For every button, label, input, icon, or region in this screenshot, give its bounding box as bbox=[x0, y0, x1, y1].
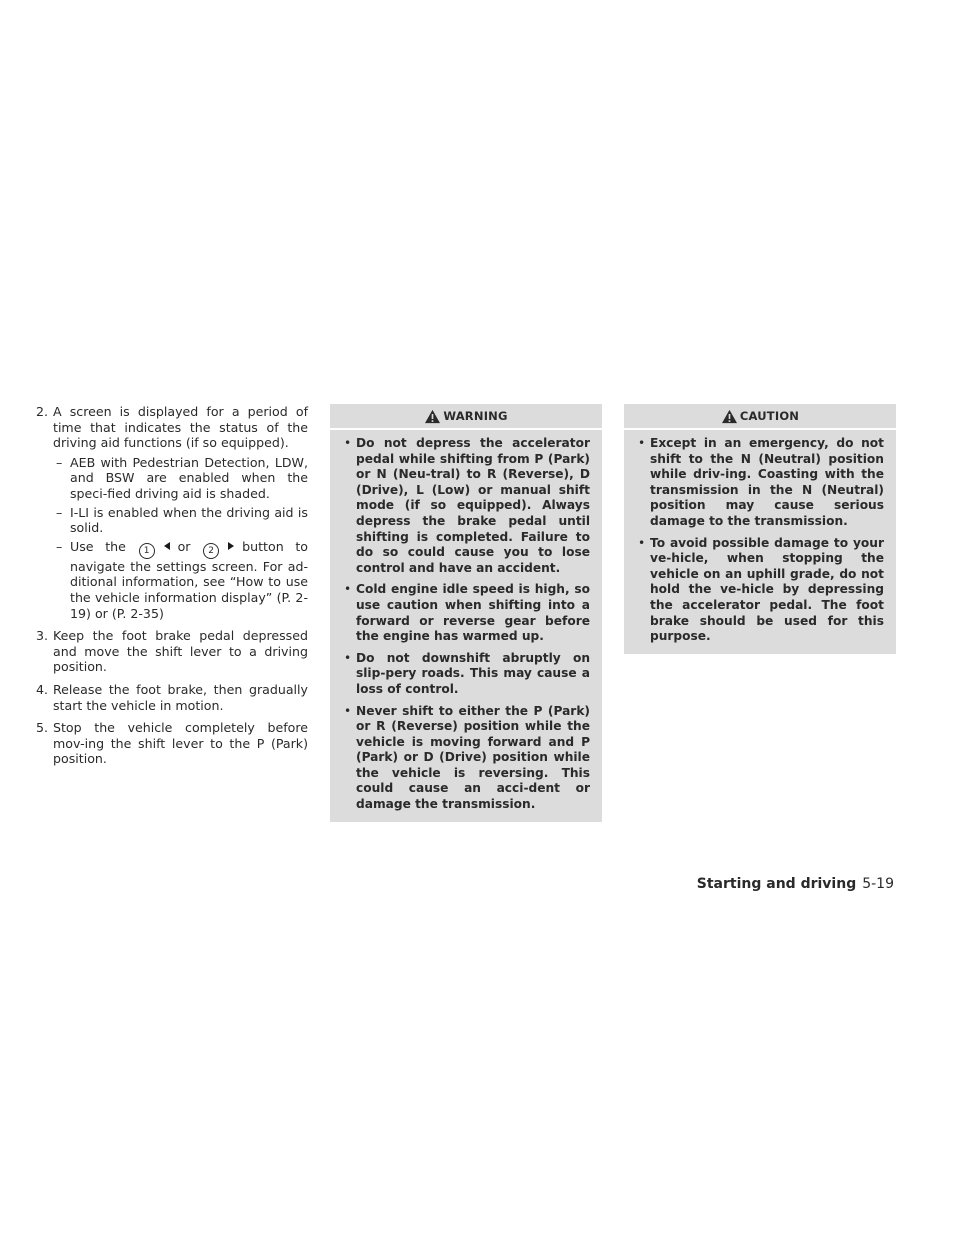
left-arrow-icon bbox=[164, 542, 170, 550]
bullet-text: To avoid possible damage to your ve-hicle, when stopping the vehicle on an uphill grade, do not hold the ve-hicle by depressing the accelerator pedal. The foot brake should be used for this purpose. bbox=[650, 535, 884, 644]
caution-title: CAUTION bbox=[739, 409, 800, 423]
step-number: 3. bbox=[36, 628, 49, 644]
step-text: Stop the vehicle completely before mov-ing the shift lever to the P (Park) position. bbox=[53, 720, 308, 767]
subitem-rest: button to navigate the settings screen. For ad-ditional information, see “How to use the vehicle information display” (P. 2-19) or (P. 2-35) bbox=[70, 538, 308, 621]
subitem-text: AEB with Pedestrian Detection, LDW, and BSW are enabled when the speci-fied driving aid is shaded. bbox=[70, 454, 308, 501]
button-1-circle-icon: 1 bbox=[139, 543, 155, 559]
dash: – bbox=[56, 454, 63, 470]
procedure-steps bbox=[36, 404, 308, 774]
step-number: 2. bbox=[36, 404, 49, 419]
subitem-aeb bbox=[53, 455, 308, 502]
warning-header bbox=[330, 404, 602, 430]
bullet-dot: • bbox=[638, 535, 646, 550]
step-5 bbox=[36, 720, 308, 767]
bullet-text: Cold engine idle speed is high, so use caution when shifting into a forward or reverse gear before the engine has warmed up. bbox=[356, 582, 590, 644]
bullet-dot: • bbox=[344, 703, 352, 718]
caution-bullet bbox=[636, 536, 884, 645]
warning-box bbox=[330, 404, 602, 822]
page-number: 5-19 bbox=[862, 876, 894, 892]
step-text: Keep the foot brake pedal depressed and move the shift lever to a driving position. bbox=[53, 628, 308, 675]
warning-title: WARNING bbox=[443, 409, 508, 423]
page-footer bbox=[697, 876, 894, 892]
caution-body bbox=[624, 430, 896, 654]
bullet-text: Do not depress the accelerator pedal while shifting from P (Park) or N (Neu-tral) to R (Reverse), D (Drive), L (Low) or manual shift mode (if so equipped). Always depress the brake pedal until shifting is completed. Failure to do so could cause you to lose control and have an accident. bbox=[356, 436, 590, 575]
bullet-text: Except in an emergency, do not shift to the N (Neutral) position while driv-ing. Coasting with the transmission in the N (Neutral) position may cause serious damage to the transmission. bbox=[650, 436, 884, 528]
step-number: 5. bbox=[36, 720, 49, 736]
dash: – bbox=[56, 504, 63, 520]
warning-column bbox=[330, 404, 602, 822]
step-2 bbox=[36, 404, 308, 621]
caution-column bbox=[624, 404, 896, 654]
warning-body bbox=[330, 430, 602, 822]
section-title: Starting and driving bbox=[696, 876, 857, 892]
warning-bullet bbox=[342, 651, 590, 698]
warning-bullet bbox=[342, 436, 590, 576]
dash: – bbox=[56, 538, 63, 554]
bullet-dot: • bbox=[344, 650, 352, 665]
bullet-text: Do not downshift abruptly on slip-pery roads. This may cause a loss of control. bbox=[356, 650, 590, 696]
caution-box bbox=[624, 404, 896, 654]
step-3 bbox=[36, 628, 308, 675]
subitem-use-the: Use the bbox=[70, 538, 126, 554]
bullet-text: Never shift to either the P (Park) or R (Reverse) position while the vehicle is moving forward and P (Park) or D (Drive) position while the vehicle is reversing. This could cause an acci-dent or damage the transmission. bbox=[356, 703, 590, 812]
subitem-ili bbox=[53, 505, 308, 536]
step-2-subitems bbox=[53, 455, 308, 621]
warning-triangle-icon bbox=[721, 409, 738, 424]
subitem-navigate bbox=[53, 539, 308, 621]
warning-bullet bbox=[342, 704, 590, 813]
subitem-or: or bbox=[177, 538, 191, 554]
caution-bullet bbox=[636, 436, 884, 530]
button-2-circle-icon: 2 bbox=[203, 543, 219, 559]
caution-header bbox=[624, 404, 896, 430]
warning-triangle-icon bbox=[424, 409, 441, 424]
step-text: Release the foot brake, then gradually start the vehicle in motion. bbox=[53, 681, 308, 713]
warning-bullet bbox=[342, 582, 590, 644]
subitem-text: I-LI is enabled when the driving aid is solid. bbox=[70, 504, 308, 536]
step-4 bbox=[36, 682, 308, 713]
bullet-dot: • bbox=[638, 436, 646, 450]
step-text: A screen is displayed for a period of time that indicates the status of the driving aid functions (if so equipped). bbox=[53, 404, 308, 451]
step-number: 4. bbox=[36, 681, 49, 697]
right-arrow-icon bbox=[228, 542, 234, 550]
bullet-dot: • bbox=[344, 582, 352, 597]
bullet-dot: • bbox=[344, 436, 352, 450]
